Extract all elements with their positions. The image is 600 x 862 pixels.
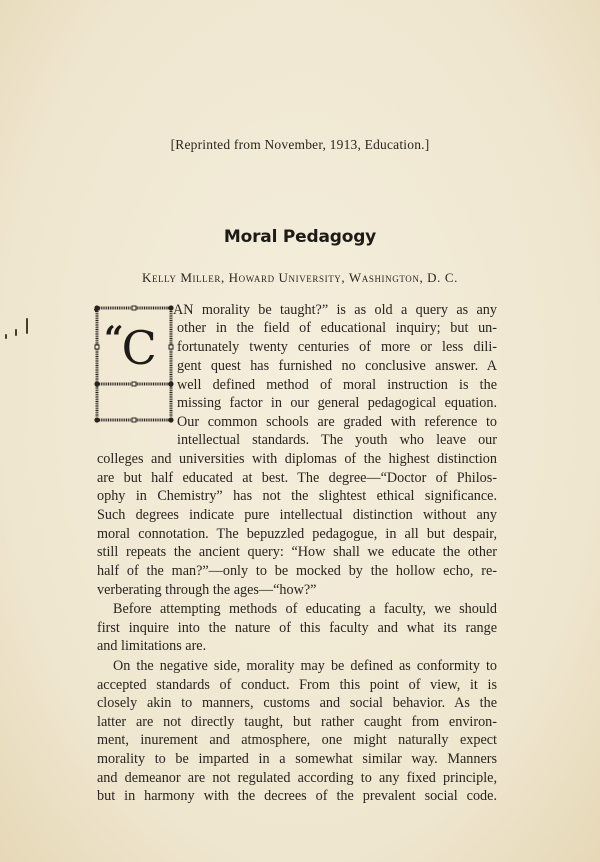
article-title: Moral Pedagogy <box>223 227 377 247</box>
body-line: first inquire into the nature of this faculty and what its range <box>97 620 497 636</box>
body-line: morality to be imparted in a somewhat similar way. Manners <box>97 751 497 767</box>
body-line: latter are not directly taught, but rather caught from environ- <box>97 714 497 730</box>
body-line: accepted standards of conduct. From this point of view, it is <box>97 677 497 693</box>
margin-ink-mark <box>26 318 28 334</box>
margin-ink-mark <box>15 329 17 336</box>
body-line: missing factor in our general pedagogical equation. <box>177 395 497 411</box>
body-line: AN morality be taught?” is as old a query as any <box>173 302 497 318</box>
body-line: ophy in Chemistry” has not the slightest ethical significance. <box>97 488 497 504</box>
body-line: Such degrees indicate pure intellectual distinction without any <box>97 507 497 523</box>
margin-ink-mark <box>5 334 7 339</box>
body-line: half of the man?”—only to be mocked by the hollow echo, re- <box>97 563 497 579</box>
body-line: and limitations are. <box>97 638 207 654</box>
drop-cap-quote: “ <box>104 319 122 359</box>
body-line: moral connotation. The bepuzzled pedagogue, in all but despair, <box>97 526 497 542</box>
body-line: but in harmony with the decrees of the prevalent social code. <box>97 788 497 804</box>
drop-cap-letter: C <box>121 321 157 375</box>
drop-cap <box>104 316 157 375</box>
body-line: ment, inurement and atmosphere, one might naturally expect <box>97 732 497 748</box>
reprint-note: [Reprinted from November, 1913, Education.] <box>170 137 430 152</box>
author-byline: Kelly Miller, Howard University, Washington, D. C. <box>142 270 458 285</box>
body-line: colleges and universities with diplomas of the highest distinction <box>97 451 497 467</box>
body-line: Before attempting methods of educating a faculty, we should <box>113 601 497 617</box>
body-line: intellectual standards. The youth who leave our <box>177 432 497 448</box>
body-line: still repeats the ancient query: “How shall we educate the other <box>97 544 497 560</box>
body-line: and demeanor are not regulated according to any fixed principle, <box>97 770 497 786</box>
body-line: verberating through the ages—“how?” <box>97 582 317 598</box>
body-line: other in the field of educational inquiry; but un- <box>177 320 497 336</box>
body-line: fortunately twenty centuries of more or less dili- <box>177 339 497 355</box>
body-line: are but half educated at best. The degree—“Doctor of Philos- <box>97 470 497 486</box>
body-line: On the negative side, morality may be defined as conformity to <box>113 658 497 674</box>
body-line: closely akin to manners, customs and social behavior. As the <box>97 695 497 711</box>
body-line: gent quest has furnished no conclusive answer. A <box>177 358 497 374</box>
body-line: Our common schools are graded with reference to <box>177 414 497 430</box>
body-line: well defined method of moral instruction is the <box>177 377 497 393</box>
